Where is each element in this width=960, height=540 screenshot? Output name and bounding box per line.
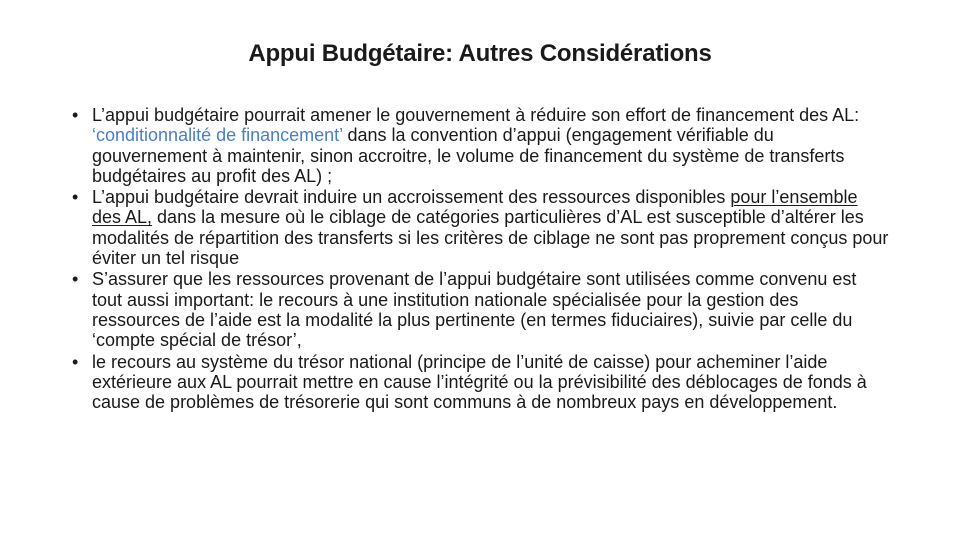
bullet-item-4 [72, 352, 890, 413]
bullet-1-highlight: ‘conditionnalité de financement’ [92, 125, 343, 146]
bullet-2-text-start: L’appui budgétaire devrait induire un accroissement des ressources disponibles [92, 187, 731, 208]
bullet-dot-icon: • [72, 105, 79, 125]
bullet-1-text-end: dans la convention d’appui (engagement vérifiable du gouvernement à maintenir, sinon accroitre, le volume de financement du système de transferts budgétaires au profit des AL) ; [92, 125, 845, 186]
bullet-4-text: le recours au système du trésor national (principe de l’unité de caisse) pour acheminer l’aide extérieure aux AL pourrait mettre en cause l’intégrité ou la prévisibilité des déblocages de fonds à cause de problèmes de trésorerie qui sont communs à de nombreux pays en développement. [92, 351, 867, 413]
bullet-2-text-end: dans la mesure où le ciblage de catégories particulières d’AL est susceptible d’altérer les modalités de répartition des transferts si les critères de ciblage ne sont pas proprement conçus pour éviter un tel risque [92, 207, 889, 269]
bullet-list [72, 105, 890, 413]
bullet-dot-icon: • [72, 269, 79, 290]
bullet-item-2 [72, 187, 890, 268]
slide-title: Appui Budgétaire: Autres Considérations [248, 40, 712, 67]
bullet-3-text: S’assurer que les ressources provenant de l’appui budgétaire sont utilisées comme convenu est tout aussi important: le recours à une institution nationale spécialisée pour la gestion des ressources de l’aide est la modalité la plus pertinente (en termes fiduciaires), suivie par celle du ‘compte spécial de trésor’, [92, 269, 857, 351]
bullet-item-1 [72, 105, 890, 186]
bullet-1-text-start: L’appui budgétaire pourrait amener le gouvernement à réduire son effort de financement des AL: [92, 105, 860, 125]
bullet-dot-icon: • [72, 187, 79, 208]
bullet-dot-icon: • [72, 351, 79, 372]
bullet-item-3 [72, 269, 890, 350]
bullet-2-underlined: pour l’ensemble des AL, [92, 187, 858, 228]
